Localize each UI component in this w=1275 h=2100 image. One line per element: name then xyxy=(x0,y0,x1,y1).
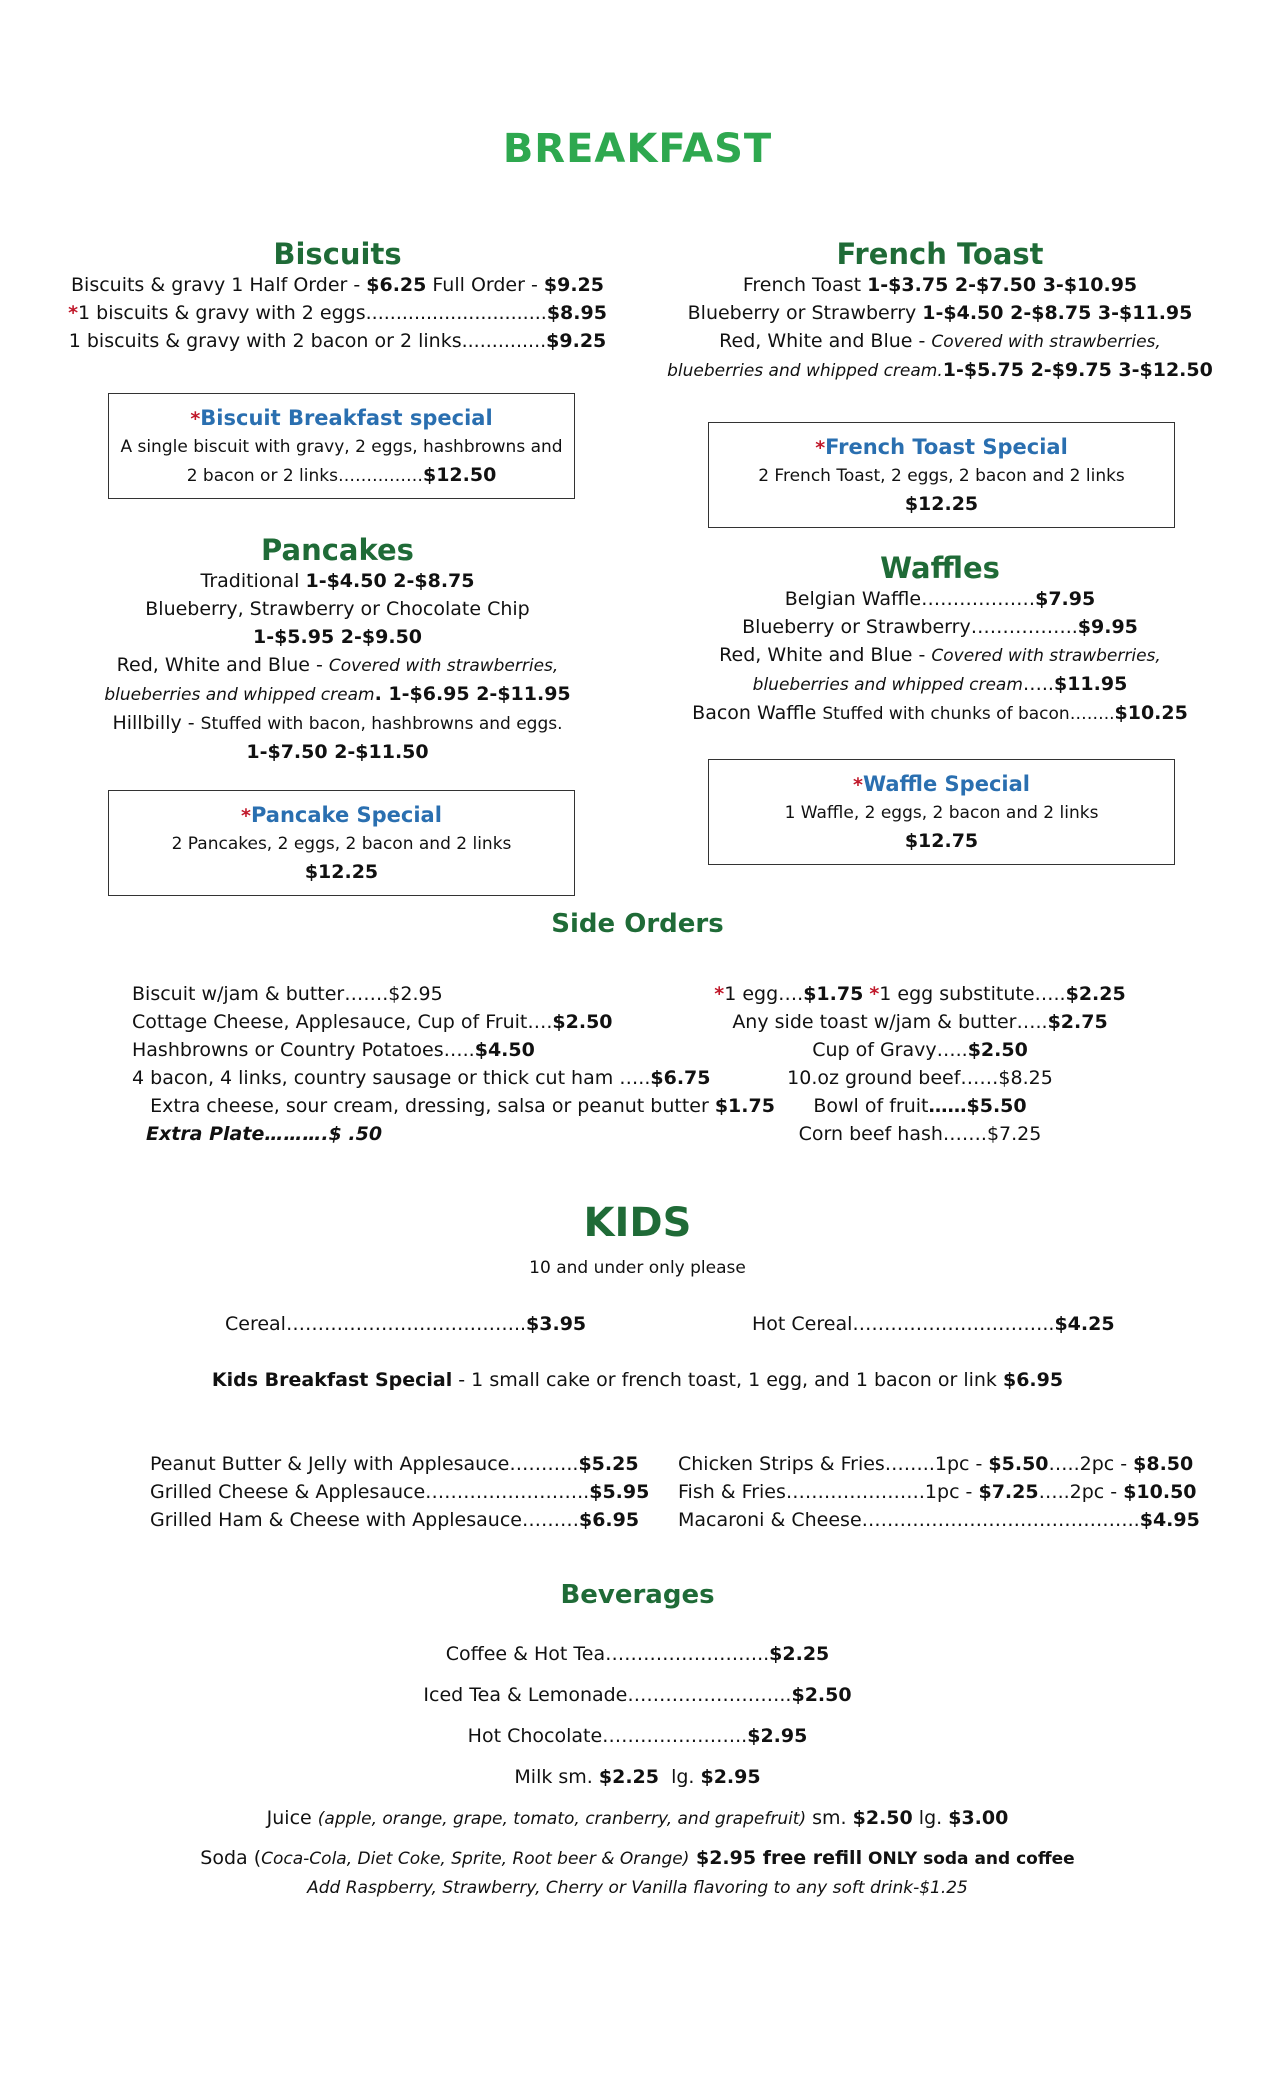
waffle-special-price: $12.75 xyxy=(904,830,979,852)
side-text: 10.oz ground beef……$8.25 xyxy=(787,1067,1053,1089)
waffles-line-3 xyxy=(640,641,1240,670)
side-text: Any side toast w/jam & butter….. xyxy=(732,1011,1048,1033)
pancake-special-title xyxy=(109,801,574,830)
pc-text: Hillbilly - xyxy=(112,712,201,734)
wf-price: $7.95 xyxy=(1035,588,1096,610)
side-order-item xyxy=(700,1064,1140,1092)
bev-text: Milk sm. xyxy=(514,1766,599,1788)
biscuits-line-2 xyxy=(40,299,635,327)
side-text: Cup of Gravy….. xyxy=(812,1039,968,1061)
kids-price: $5.95 xyxy=(589,1481,650,1503)
bev-price: $2.25 xyxy=(598,1766,659,1788)
french-toast-heading: French Toast xyxy=(836,237,1044,271)
side-order-item xyxy=(132,980,772,1008)
pc-desc: Stuffed with bacon, hashbrowns and eggs. xyxy=(200,714,563,734)
bev-text: sm. xyxy=(806,1807,853,1829)
bev-price: $2.25 xyxy=(769,1643,830,1665)
pc-price: 1-$4.50 2-$8.75 xyxy=(305,570,475,592)
side-price: $2.75 xyxy=(1047,1011,1108,1033)
ft-special-desc: 2 French Toast, 2 eggs, 2 bacon and 2 links xyxy=(758,466,1125,486)
beverages-list xyxy=(0,1634,1275,1899)
french-toast-line-4 xyxy=(640,356,1240,385)
biscuits-section xyxy=(40,237,635,355)
wf-desc: blueberries and whipped cream xyxy=(752,675,1023,695)
extra-plate: Extra Plate……….$ .50 xyxy=(146,1123,383,1145)
side-text: Corn beef hash…….$7.25 xyxy=(798,1123,1042,1145)
kids-text: Peanut Butter & Jelly with Applesauce……….. xyxy=(150,1453,579,1475)
bev-text: Coffee & Hot Tea…………………….. xyxy=(445,1643,770,1665)
kids-price: $5.50 xyxy=(988,1453,1049,1475)
kids-text: Grilled Ham & Cheese with Applesauce……… xyxy=(150,1509,579,1531)
asterisk-icon: * xyxy=(714,983,725,1005)
beverage-item xyxy=(0,1840,1275,1877)
bev-desc: Coca-Cola, Diet Coke, Sprite, Root beer & Orange) xyxy=(261,1849,690,1869)
bev-price: $2.95 free refill xyxy=(689,1847,863,1869)
pc-desc: blueberries and whipped cream xyxy=(104,685,375,705)
kids-price: $7.25 xyxy=(978,1481,1039,1503)
french-toast-line-1 xyxy=(640,271,1240,299)
special-title-text: Biscuit Breakfast special xyxy=(200,406,493,430)
ft-text: French Toast xyxy=(742,274,868,296)
kids-menu-left xyxy=(150,1450,649,1534)
side-orders-right xyxy=(700,980,1140,1148)
side-price: $2.50 xyxy=(967,1039,1028,1061)
kids-text: Chicken Strips & Fries……..1pc - xyxy=(678,1453,989,1475)
special-title-text: French Toast Special xyxy=(825,435,1068,459)
asterisk-icon: * xyxy=(68,302,79,324)
side-price: $4.50 xyxy=(474,1039,535,1061)
kids-item xyxy=(150,1478,649,1506)
waffle-special-desc: 1 Waffle, 2 eggs, 2 bacon and 2 links xyxy=(784,803,1099,823)
french-toast-line-2 xyxy=(640,299,1240,327)
kids-price: $3.95 xyxy=(526,1313,587,1335)
side-price: ……$5.50 xyxy=(928,1095,1027,1117)
kids-subtitle: 10 and under only please xyxy=(529,1258,746,1278)
pancakes-line-2: Blueberry, Strawberry or Chocolate Chip xyxy=(145,598,530,620)
pancakes-heading: Pancakes xyxy=(261,533,414,567)
kids-text: Grilled Cheese & Applesauce…………………….. xyxy=(150,1481,590,1503)
kids-heading: KIDS xyxy=(583,1200,692,1246)
kids-text: Hot Cereal………………………….. xyxy=(752,1313,1055,1335)
beverages-heading: Beverages xyxy=(560,1580,715,1610)
side-order-item xyxy=(700,1036,1140,1064)
side-price: $1.75 xyxy=(803,983,864,1005)
side-text: 1 egg substitute….. xyxy=(879,983,1066,1005)
kids-price: $4.95 xyxy=(1139,1509,1200,1531)
bev-text: lg. xyxy=(658,1766,701,1788)
biscuits-price: $9.25 xyxy=(543,274,604,296)
kids-price: $6.95 xyxy=(578,1509,640,1531)
side-order-item xyxy=(132,1008,772,1036)
special-title-text: Waffle Special xyxy=(862,772,1030,796)
pancakes-line-3: 1-$5.95 2-$9.50 xyxy=(252,626,423,648)
side-price: $6.75 xyxy=(650,1067,711,1089)
kids-text: - 1 small cake or french toast, 1 egg, and 1 bacon or link xyxy=(452,1369,1003,1391)
bev-text: Juice xyxy=(266,1807,318,1829)
bev-note: ONLY soda and coffee xyxy=(862,1849,1075,1869)
wf-text: ….. xyxy=(1022,673,1054,695)
ft-price: 1-$4.50 2-$8.75 3-$11.95 xyxy=(922,302,1193,324)
ft-special-price: $12.25 xyxy=(904,493,979,515)
asterisk-icon: * xyxy=(815,437,826,459)
side-text: Extra cheese, sour cream, dressing, salsa or peanut butter xyxy=(132,1095,715,1117)
kids-breakfast-special xyxy=(0,1366,1275,1394)
kids-cereal xyxy=(225,1310,586,1338)
side-order-item xyxy=(132,1064,772,1092)
side-orders-heading: Side Orders xyxy=(551,909,724,939)
pc-desc: Covered with strawberries, xyxy=(328,656,559,676)
biscuits-heading: Biscuits xyxy=(273,237,402,271)
wf-price: $11.95 xyxy=(1053,673,1128,695)
beverage-item xyxy=(0,1757,1275,1798)
wf-text: Red, White and Blue - xyxy=(719,644,932,666)
bev-price: $2.95 xyxy=(747,1725,808,1747)
wf-price: $9.95 xyxy=(1077,616,1138,638)
kids-text: Fish & Fries………………….1pc - xyxy=(678,1481,979,1503)
beverage-item xyxy=(0,1634,1275,1675)
kids-item xyxy=(150,1450,649,1478)
side-price: $2.25 xyxy=(1065,983,1126,1005)
page-title: BREAKFAST xyxy=(502,126,773,172)
french-toast-section xyxy=(640,237,1240,385)
wf-desc: Stuffed with chunks of bacon…….. xyxy=(822,704,1115,724)
biscuits-price: $8.95 xyxy=(546,302,607,324)
beverage-item xyxy=(0,1716,1275,1757)
bev-text: lg. xyxy=(912,1807,949,1829)
biscuits-text: Biscuits & gravy 1 Half Order - xyxy=(71,274,367,296)
kids-hot-cereal xyxy=(752,1310,1115,1338)
side-order-item xyxy=(700,980,1140,1008)
asterisk-icon: * xyxy=(869,983,880,1005)
biscuits-price: $9.25 xyxy=(546,330,607,352)
biscuit-special-desc: A single biscuit with gravy, 2 eggs, hashbrowns and xyxy=(120,437,563,457)
side-text: 1 egg…. xyxy=(724,983,804,1005)
kids-item xyxy=(678,1478,1200,1506)
french-toast-line-3 xyxy=(640,327,1240,356)
ft-special-title xyxy=(709,433,1174,462)
biscuit-special-line-2 xyxy=(109,461,574,490)
wf-price: $10.25 xyxy=(1114,702,1188,724)
kids-item xyxy=(678,1506,1200,1534)
side-text: Bowl of fruit xyxy=(813,1095,929,1117)
kids-item xyxy=(678,1450,1200,1478)
side-text: Cottage Cheese, Applesauce, Cup of Fruit…. xyxy=(132,1011,553,1033)
pancakes-line-1 xyxy=(40,567,635,595)
side-price: $2.50 xyxy=(552,1011,613,1033)
bev-desc: (apple, orange, grape, tomato, cranberry, and grapefruit) xyxy=(317,1809,807,1829)
kids-price: $10.50 xyxy=(1123,1481,1197,1503)
ft-text: Blueberry or Strawberry xyxy=(687,302,923,324)
kids-text: Cereal……………………………….. xyxy=(225,1313,527,1335)
biscuits-line-1 xyxy=(40,271,635,299)
side-text: Biscuit w/jam & butter…….$2.95 xyxy=(132,983,443,1005)
ft-desc: Covered with strawberries, xyxy=(931,332,1161,352)
pancake-special-price: $12.25 xyxy=(304,861,379,883)
pancake-special-box xyxy=(108,790,575,896)
wf-text: Blueberry or Strawberry…………….. xyxy=(742,616,1078,638)
kids-text: …..2pc - xyxy=(1048,1453,1134,1475)
bev-price: $2.95 xyxy=(700,1766,761,1788)
waffles-heading: Waffles xyxy=(880,551,1000,585)
french-toast-special-box xyxy=(708,422,1175,528)
ft-price: 1-$3.75 2-$7.50 3-$10.95 xyxy=(867,274,1138,296)
side-text: 4 bacon, 4 links, country sausage or thick cut ham ….. xyxy=(132,1067,651,1089)
pancakes-line-5 xyxy=(40,680,635,709)
kids-text: Macaroni & Cheese…………………………………….. xyxy=(678,1509,1140,1531)
pancakes-section xyxy=(40,533,635,766)
kids-menu-right xyxy=(678,1450,1200,1534)
side-order-item xyxy=(700,1092,1140,1120)
waffles-section xyxy=(640,551,1240,728)
beverage-item xyxy=(0,1675,1275,1716)
asterisk-icon: * xyxy=(853,774,863,796)
wf-desc: Covered with strawberries, xyxy=(931,646,1161,666)
kids-item xyxy=(150,1506,649,1534)
ft-price: 1-$5.75 2-$9.75 3-$12.50 xyxy=(942,359,1213,381)
side-order-item xyxy=(700,1008,1140,1036)
ft-desc: blueberries and whipped cream. xyxy=(667,361,943,381)
kids-price: $5.25 xyxy=(578,1453,639,1475)
side-price: $1.75 xyxy=(714,1095,775,1117)
side-text: Hashbrowns or Country Potatoes….. xyxy=(132,1039,475,1061)
pancakes-line-6 xyxy=(40,709,635,738)
waffle-special-title xyxy=(709,770,1174,799)
pancakes-line-4 xyxy=(40,651,635,680)
bev-text: Hot Chocolate………………….. xyxy=(467,1725,748,1747)
biscuit-special-title xyxy=(109,404,574,433)
bev-text: Soda ( xyxy=(200,1847,262,1869)
special-price: $12.50 xyxy=(422,464,497,486)
kids-price: $4.25 xyxy=(1054,1313,1115,1335)
waffles-line-2 xyxy=(640,613,1240,641)
waffles-line-4 xyxy=(640,670,1240,699)
kids-price: $6.95 xyxy=(1002,1369,1064,1391)
bev-price: $2.50 xyxy=(852,1807,913,1829)
ft-text: Red, White and Blue - xyxy=(719,330,932,352)
waffles-line-1 xyxy=(640,585,1240,613)
special-text: 2 bacon or 2 links…………… xyxy=(186,466,423,486)
kids-price: $8.50 xyxy=(1133,1453,1194,1475)
bev-price: $2.50 xyxy=(791,1684,852,1706)
pc-text: Traditional xyxy=(200,570,306,592)
asterisk-icon: * xyxy=(190,408,201,430)
bev-text: Iced Tea & Lemonade…………………….. xyxy=(423,1684,792,1706)
side-order-item xyxy=(132,1036,772,1064)
wf-text: Belgian Waffle……………… xyxy=(784,588,1036,610)
beverage-item xyxy=(0,1798,1275,1840)
biscuits-text: Full Order - xyxy=(426,274,544,296)
biscuits-price: $6.25 xyxy=(366,274,427,296)
kids-special-title: Kids Breakfast Special xyxy=(211,1369,453,1391)
pc-price: . 1-$6.95 2-$11.95 xyxy=(374,683,571,705)
biscuits-text: 1 biscuits & gravy with 2 eggs.............................. xyxy=(78,302,547,324)
waffle-special-box xyxy=(708,759,1175,865)
waffles-line-5 xyxy=(640,699,1240,728)
side-orders-left xyxy=(132,980,775,1148)
biscuits-text: 1 biscuits & gravy with 2 bacon or 2 links.............. xyxy=(68,330,547,352)
pc-text: Red, White and Blue - xyxy=(116,654,329,676)
biscuit-special-box xyxy=(108,393,575,499)
kids-text: …..2pc - xyxy=(1038,1481,1124,1503)
pancake-special-desc: 2 Pancakes, 2 eggs, 2 bacon and 2 links xyxy=(171,834,512,854)
wf-text: Bacon Waffle xyxy=(692,702,823,724)
side-order-item xyxy=(700,1120,1140,1148)
biscuits-line-3 xyxy=(40,327,635,355)
special-title-text: Pancake Special xyxy=(250,803,442,827)
beverage-flavoring-note: Add Raspberry, Strawberry, Cherry or Vanilla flavoring to any soft drink-$1.25 xyxy=(307,1878,968,1898)
pancakes-line-7: 1-$7.50 2-$11.50 xyxy=(246,741,429,763)
bev-price: $3.00 xyxy=(948,1807,1009,1829)
asterisk-icon: * xyxy=(241,805,251,827)
side-order-item xyxy=(132,1092,775,1120)
